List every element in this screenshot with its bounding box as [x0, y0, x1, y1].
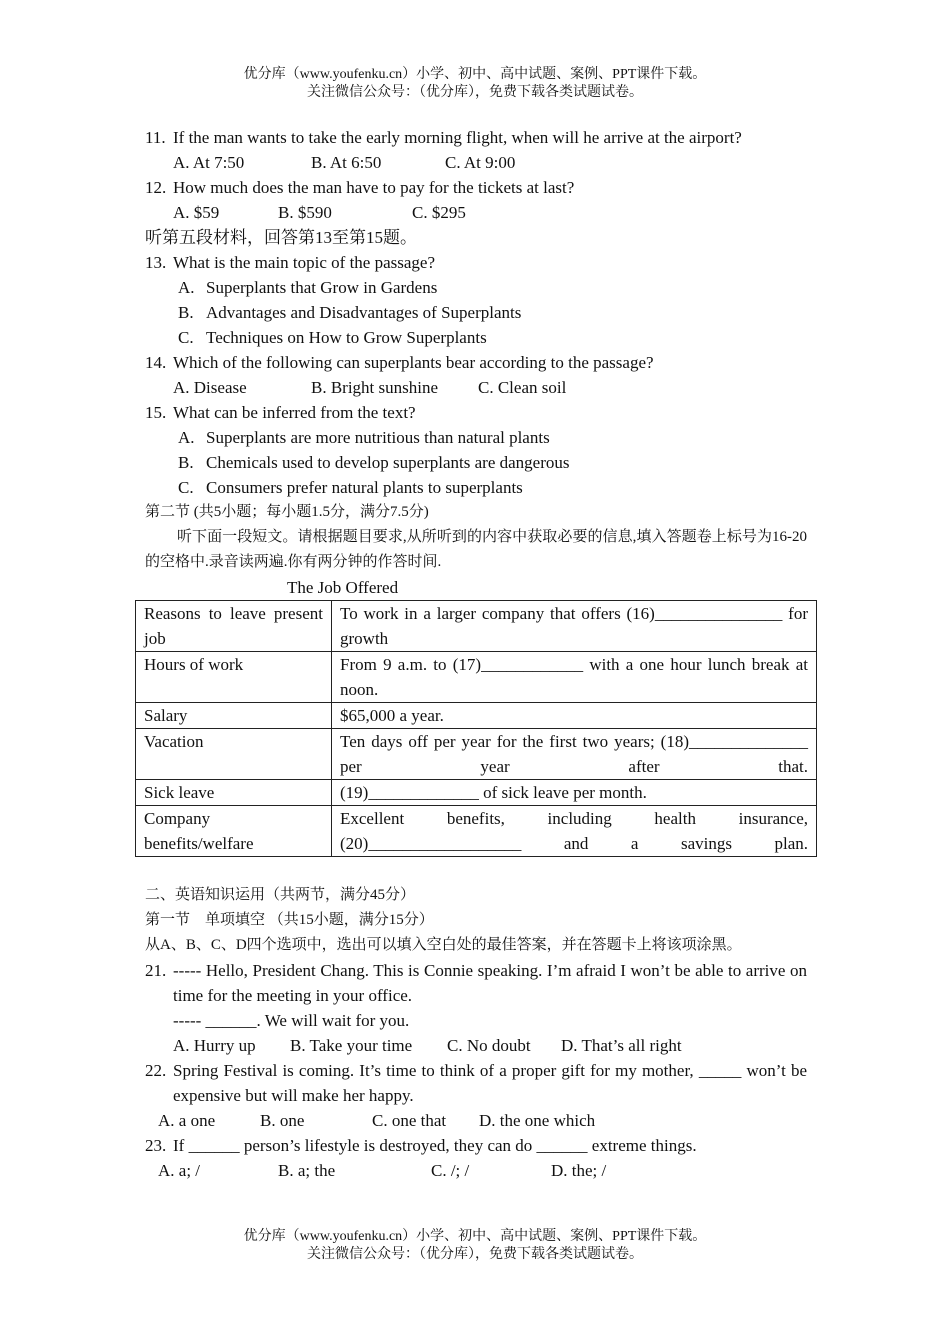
option-text: Superplants that Grow in Gardens — [206, 278, 438, 297]
page-header — [0, 66, 950, 102]
question-number: 14. — [145, 353, 167, 372]
question-14 — [145, 350, 807, 375]
option-a: A. At 7:50 — [173, 153, 245, 172]
row-label — [136, 729, 332, 780]
question-text: How much does the man have to pay for the tickets at last? — [173, 178, 575, 197]
header-line-1: 优分库（www.youfenku.cn）小学、初中、高中试题、案例、PPT课件下载。 — [243, 67, 707, 82]
question-12 — [145, 175, 807, 200]
option-b: B. At 6:50 — [311, 153, 382, 172]
cell-text: Reasons to leave present job — [144, 604, 323, 648]
option-a: A. Hurry up — [173, 1036, 256, 1055]
option-text: Consumers prefer natural plants to superplants — [206, 478, 523, 497]
question-11 — [145, 125, 807, 150]
question-text: ----- Hello, President Chang. This is Connie speaking. I’m afraid I won’t be able to arrive on time for the meeting in your office. — [173, 961, 807, 1005]
page-footer — [0, 1228, 950, 1264]
option-text: Advantages and Disadvantages of Superplants — [206, 303, 522, 322]
option-text: Chemicals used to develop superplants are dangerous — [206, 453, 570, 472]
option-b: B. a; the — [278, 1161, 336, 1180]
footer-line-2: 关注微信公众号：（优分库），免费下载各类试题试卷。 — [307, 1247, 643, 1262]
option-c: C. No doubt — [447, 1036, 531, 1055]
question-text: If the man wants to take the early morning flight, when will he arrive at the airport? — [173, 128, 742, 147]
cell-text: Hours of work — [144, 655, 244, 674]
section-2-instructions: 从A、B、C、D四个选项中，选出可以填入空白处的最佳答案，并在答题卡上将该项涂黑。 — [145, 937, 742, 953]
option-text: Techniques on How to Grow Superplants — [206, 328, 487, 347]
question-15 — [145, 400, 807, 425]
question-number: 12. — [145, 178, 167, 197]
question-21-options — [145, 1033, 807, 1058]
row-value — [332, 780, 817, 806]
option-label: B. — [178, 453, 194, 472]
question-number: 23. — [145, 1136, 167, 1155]
row-label — [136, 601, 332, 652]
question-text: What is the main topic of the passage? — [173, 253, 435, 272]
cell-text: $65,000 a year. — [340, 706, 444, 725]
question-23-options — [145, 1158, 807, 1183]
cell-text: Salary — [144, 706, 188, 725]
question-number: 22. — [145, 1061, 167, 1080]
question-23 — [145, 1133, 807, 1158]
question-21 — [145, 958, 807, 1008]
table-row — [136, 601, 817, 652]
row-label — [136, 652, 332, 703]
exam-content — [145, 125, 807, 1183]
question-text: What can be inferred from the text? — [173, 403, 416, 422]
cell-text: Company benefits/welfare — [144, 809, 254, 853]
row-value — [332, 729, 817, 780]
cell-text: To work in a larger company that offers (16)_______________ for growth — [340, 604, 808, 648]
table-row — [136, 703, 817, 729]
table-row — [136, 729, 817, 780]
option-a — [145, 425, 807, 450]
option-c: C. At 9:00 — [445, 153, 516, 172]
table-row — [136, 780, 817, 806]
question-text: Which of the following can superplants bear according to the passage? — [173, 353, 654, 372]
option-a: A. Disease — [173, 378, 247, 397]
option-label: C. — [178, 478, 194, 497]
question-number: 13. — [145, 253, 167, 272]
cell-text: From 9 a.m. to (17)____________ with a one hour lunch break at noon. — [340, 655, 808, 699]
option-c: C. $295 — [412, 203, 466, 222]
question-14-options — [145, 375, 807, 400]
row-value — [332, 652, 817, 703]
option-b — [145, 300, 807, 325]
question-number: 15. — [145, 403, 167, 422]
question-number: 11. — [145, 128, 166, 147]
option-c — [145, 475, 807, 500]
question-number: 21. — [145, 961, 167, 980]
question-12-options — [145, 200, 807, 225]
cell-text: (19)_____________ of sick leave per month. — [340, 783, 647, 802]
option-a: A. $59 — [173, 203, 220, 222]
row-label — [136, 806, 332, 857]
option-a: A. a; / — [158, 1161, 201, 1180]
section-5-instruction: 听第五段材料，回答第13至第15题。 — [145, 228, 417, 247]
option-label: A. — [178, 428, 195, 447]
section-2-part-1-heading: 第一节 单项填空 （共15小题，满分15分） — [145, 912, 434, 928]
cell-text: Vacation — [144, 732, 204, 751]
option-b: B. $590 — [278, 203, 332, 222]
option-text: Superplants are more nutritious than natural plants — [206, 428, 550, 447]
row-value — [332, 703, 817, 729]
question-text: Spring Festival is coming. It’s time to think of a proper gift for my mother, _____ won’t be expensive but will make her happy. — [173, 1061, 807, 1105]
question-21-reply: ----- ______. We will wait for you. — [173, 1011, 410, 1030]
option-b: B. Bright sunshine — [311, 378, 439, 397]
table-row — [136, 806, 817, 857]
option-c — [145, 325, 807, 350]
option-c: C. one that — [372, 1111, 447, 1130]
option-c: C. /; / — [431, 1161, 470, 1180]
question-13 — [145, 250, 807, 275]
option-label: A. — [178, 278, 195, 297]
option-label: B. — [178, 303, 194, 322]
row-label — [136, 780, 332, 806]
question-text: If ______ person’s lifestyle is destroyed, they can do ______ extreme things. — [173, 1136, 697, 1155]
option-d: D. the; / — [551, 1161, 607, 1180]
table-title: The Job Offered — [287, 578, 399, 597]
option-b — [145, 450, 807, 475]
question-11-options — [145, 150, 807, 175]
section-2-heading: 二、英语知识运用（共两节，满分45分） — [145, 887, 416, 903]
table-row — [136, 652, 817, 703]
row-label — [136, 703, 332, 729]
job-offered-table — [135, 600, 817, 857]
option-label: C. — [178, 328, 194, 347]
option-d: D. the one which — [479, 1111, 596, 1130]
option-c: C. Clean soil — [478, 378, 567, 397]
header-line-2: 关注微信公众号：（优分库），免费下载各类试题试卷。 — [307, 85, 643, 100]
question-22 — [145, 1058, 807, 1108]
cell-text: Excellent benefits, including health insurance, (20)__________________ and a savings plan. — [340, 809, 808, 853]
option-b: B. Take your time — [290, 1036, 413, 1055]
option-a: A. a one — [158, 1111, 216, 1130]
cell-text: Ten days off per year for the first two years; (18)______________ per year after that. — [340, 732, 808, 776]
cell-text: Sick leave — [144, 783, 215, 802]
footer-line-1: 优分库（www.youfenku.cn）小学、初中、高中试题、案例、PPT课件下载。 — [243, 1229, 707, 1244]
row-value — [332, 806, 817, 857]
option-a — [145, 275, 807, 300]
option-b: B. one — [260, 1111, 305, 1130]
question-22-options — [145, 1108, 807, 1133]
row-value — [332, 601, 817, 652]
option-d: D. That’s all right — [561, 1036, 682, 1055]
part-2-instructions: 听下面一段短文。请根据题目要求,从所听到的内容中获取必要的信息,填入答题卷上标号为16-20的空格中.录音读两遍.你有两分钟的作答时间. — [145, 529, 807, 570]
part-2-heading: 第二节 (共5小题；每小题1.5分，满分7.5分) — [145, 504, 429, 520]
